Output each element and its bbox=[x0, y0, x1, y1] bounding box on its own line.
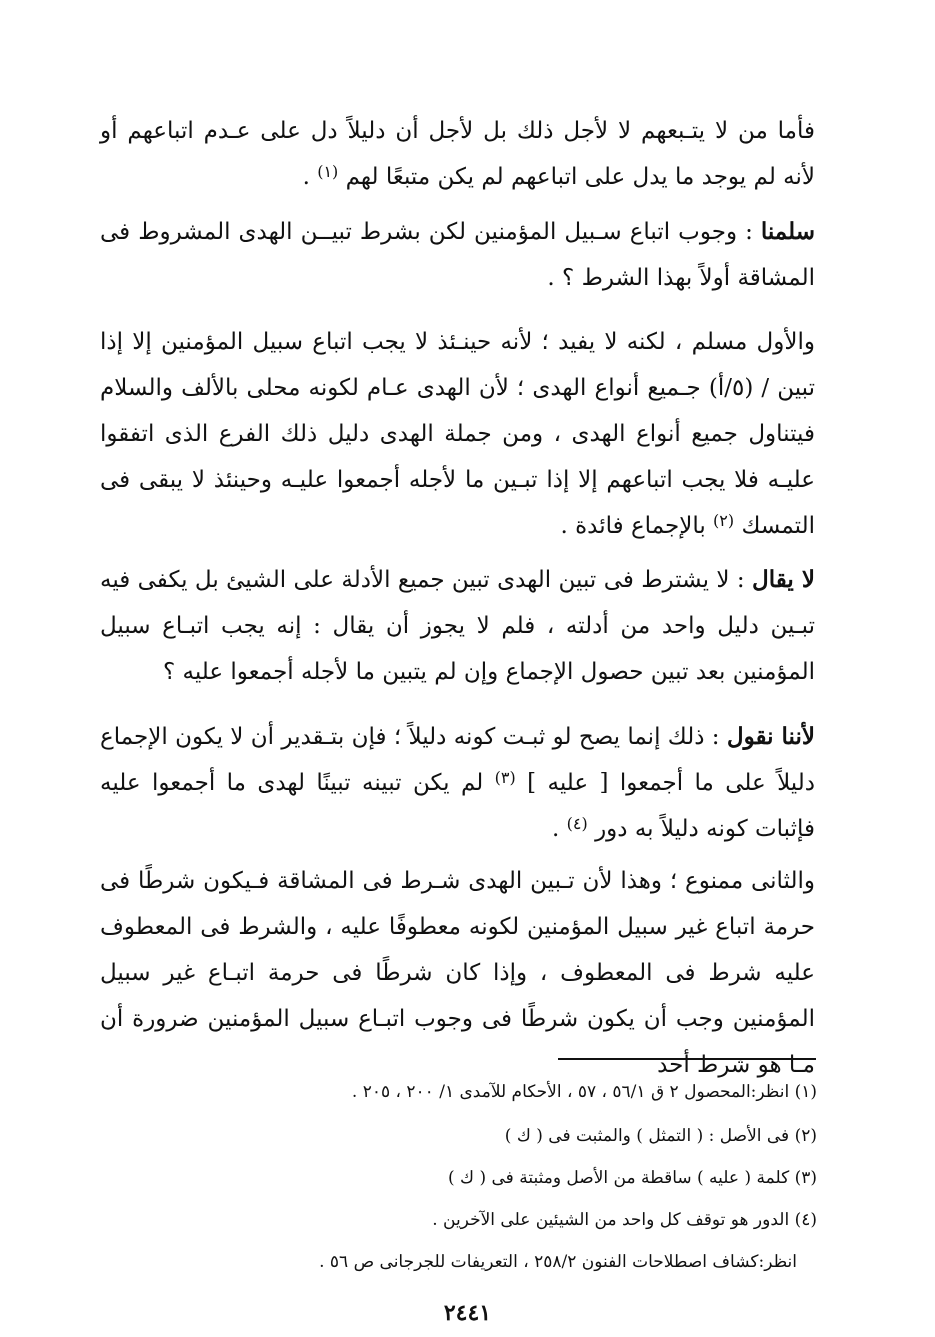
footnote-separator bbox=[558, 1058, 816, 1060]
footnote-3: (٣) كلمة ( عليه ) ساقطة من الأصل ومثبتة فى ( ك ) bbox=[448, 1168, 817, 1188]
paragraph-text: والأول مسلم ، لكنه لا يفيد ؛ لأنه حينـئذ لا يجب اتباع سبيل المؤمنين إلا إذا تبين / (٥/أ) جـميع أنواع الهدى ؛ لأن الهدى عـام لكونه محلى بالألف والسلام فيتناول جميع أنواع الهدى ، ومن جملة الهدى دليل ذلك الفرع الذى اتفقوا عليـه فلا يجب اتباعهم إلا إذا تبـين ما لأجله أجمعوا عليـه وحينئذ لا يبقى فى التمسك bbox=[100, 329, 815, 539]
paragraph-6 bbox=[100, 858, 815, 1088]
footnote-ref-1: (١) bbox=[317, 162, 339, 181]
page-number: ٢٤٤١ bbox=[443, 1300, 492, 1326]
paragraph-text: : لا يشترط فى تبين الهدى تبين جميع الأدلة على الشيئ بل يكفى فيه تبـين دليل واحد من أدلته ، فلم لا يجوز أن يقال : إنه يجب اتبـاع سبيل المؤمنين بعد تبين حصول الإجماع وإن لم يتبين ما لأجله أجمعوا عليه ؟ bbox=[100, 567, 815, 685]
footnote-ref-2: (٢) bbox=[713, 511, 735, 530]
paragraph-tail: . bbox=[552, 816, 560, 842]
paragraph-text: : وجوب اتباع سـبيل المؤمنين لكن بشرط تبيــن الهدى المشروط فى المشاقة أولاً بهذا الشرط ؟ . bbox=[100, 219, 815, 291]
footnote-4-reference: انظر:كشاف اصطلاحات الفنون ٢٥٨/٢ ، التعريفات للجرجانى ص ٥٦ . bbox=[319, 1252, 797, 1272]
paragraph-4 bbox=[100, 557, 815, 695]
paragraph-text: والثانى ممنوع ؛ وهذا لأن تـبين الهدى شـرط فى المشاقة فـيكون شرطًا فى حرمة اتباع غير سبيل المؤمنين لكونه معطوفًا عليه ، والشرط فى المعطوف عليه شرط فى المعطوف ، وإذا كان شرطًا فى حرمة اتبـاع غير سبيل المؤمنين وجب أن يكون شرطًا فى وجوب اتبـاع سبيل المؤمنين ضرورة أن مـا هو شرط أحد bbox=[100, 868, 815, 1078]
paragraph-text: فأما من لا يتـبعهم لا لأجل ذلك بل لأجل أن دليلاً دل على عـدم اتباعهم أو لأنه لم يوجد ما يدل على اتباعهم لم يكن متبعًا لهم bbox=[100, 118, 816, 190]
paragraph-text: : ذلك إنما يصح لو ثبـت كونه دليلاً ؛ فإن بتـقدير أن لا يكون الإجماع دليلاً على ما أجمعوا [ عليه ] bbox=[100, 724, 815, 796]
footnote-ref-3: (٣) bbox=[494, 768, 516, 787]
paragraph-tail: بالإجماع فائدة . bbox=[560, 513, 706, 539]
paragraph-3 bbox=[100, 319, 815, 549]
footnote-1: (١) انظر:المحصول ٢ ق ٥٦/١ ، ٥٧ ، الأحكام للآمدى ١/ ٢٠٠ ، ٢٠٥ . bbox=[351, 1082, 817, 1102]
paragraph-lead-word: لأننا نقول bbox=[726, 723, 816, 750]
paragraph-tail: . bbox=[302, 164, 310, 190]
footnote-ref-4: (٤) bbox=[566, 814, 588, 833]
paragraph-lead-word: سلمنا bbox=[760, 218, 815, 245]
footnote-4: (٤) الدور هو توقف كل واحد من الشيئين على الآخرين . bbox=[432, 1210, 817, 1230]
paragraph-5 bbox=[100, 714, 815, 852]
paragraph-1 bbox=[100, 108, 815, 200]
paragraph-2 bbox=[100, 209, 815, 301]
paragraph-lead-word: لا يقال bbox=[752, 566, 815, 593]
paragraph-text-continued: لم يكن تبينه تبينًا لهدى ما أجمعوا عليه فإثبات كونه دليلاً به دور bbox=[100, 770, 815, 842]
footnote-2: (٢) فى الأصل : ( التمثل ) والمثبت فى ( ك ) bbox=[504, 1126, 817, 1146]
